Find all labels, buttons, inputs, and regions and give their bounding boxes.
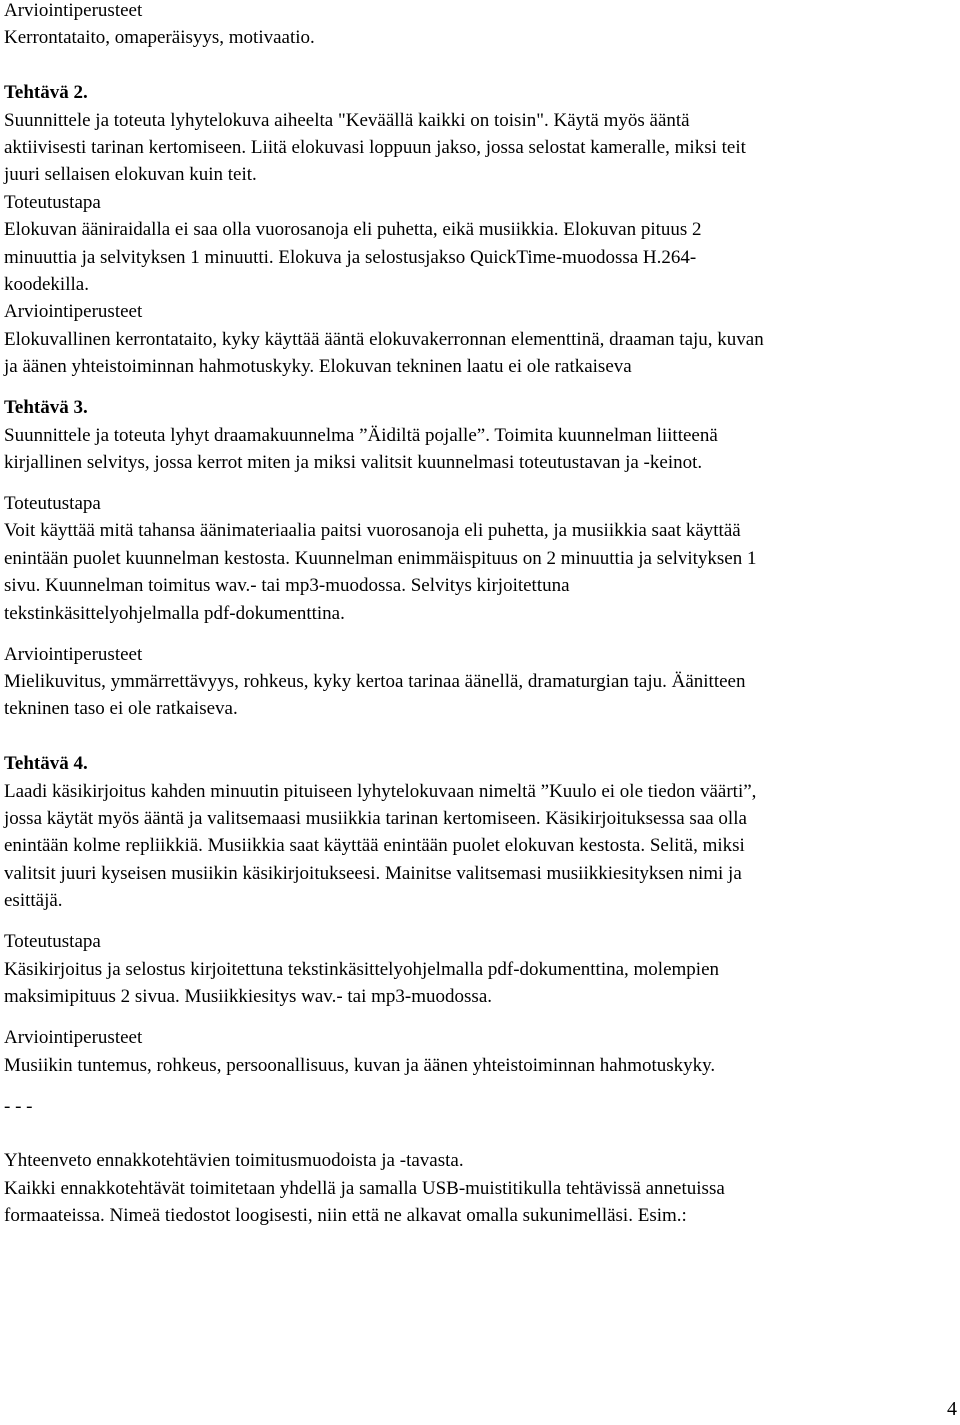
text-line: Kerrontataito, omaperäisyys, motivaatio.: [4, 27, 315, 49]
text-line: Elokuvan ääniraidalla ei saa olla vuorosanoja eli puhetta, eikä musiikkia. Elokuvan pituus 2: [4, 219, 702, 241]
text-line: Toteutustapa: [4, 931, 101, 953]
text-line: Voit käyttää mitä tahansa äänimateriaalia paitsi vuorosanoja eli puhetta, ja musiikkia saat käyttää: [4, 520, 741, 542]
text-line: koodekilla.: [4, 273, 89, 295]
text-line: Toteutustapa: [4, 493, 101, 515]
text-line: Kaikki ennakkotehtävät toimitetaan yhdellä ja samalla USB-muistitikulla tehtävissä annetuissa: [4, 1177, 725, 1199]
text-line: minuuttia ja selvityksen 1 minuutti. Elokuva ja selostusjakso QuickTime-muodossa H.264-: [4, 246, 697, 268]
paragraph-spacer: [4, 915, 954, 929]
text-line: jossa käytät myös ääntä ja valitsemaasi musiikkia tarinan kertomiseen. Käsikirjoituksessa saa olla: [4, 808, 747, 829]
text-line: Laadi käsikirjoitus kahden minuutin pituiseen lyhytelokuvaan nimeltä ”Kuulo ei ole tiedon väärti”,: [4, 780, 757, 802]
paragraph-spacer: [4, 1079, 954, 1093]
text-line: formaateissa. Nimeä tiedostot loogisesti, niin että ne alkavat omalla sukunimelläsi. Esim.:: [4, 1205, 687, 1227]
text-line: kirjallinen selvitys, jossa kerrot miten ja miksi valitsit kuunnelmasi toteutustavan ja -keinot.: [4, 451, 703, 473]
text-line: Arviointiperusteet: [4, 1027, 143, 1049]
text-line: Arviointiperusteet: [4, 643, 143, 665]
text-line: tekninen taso ei ole ratkaiseva.: [4, 698, 238, 720]
task-heading: Tehtävä 3.: [4, 397, 88, 419]
paragraph-spacer: [4, 723, 954, 750]
document-body: [4, 0, 954, 1230]
text-line: Musiikin tuntemus, rohkeus, persoonallisuus, kuvan ja äänen yhteistoiminnan hahmotuskyky.: [4, 1054, 716, 1076]
text-line: Arviointiperusteet: [4, 301, 143, 323]
text-line: Suunnittele ja toteuta lyhyt draamakuunnelma ”Äidiltä pojalle”. Toimita kuunnelman liitteenä: [4, 424, 718, 446]
text-line: juuri sellaisen elokuvan kuin teit.: [4, 164, 257, 186]
task-heading: Tehtävä 4.: [4, 753, 88, 775]
text-line: Mielikuvitus, ymmärrettävyys, rohkeus, kyky kertoa tarinaa äänellä, dramaturgian taju. Äänitteen: [4, 671, 746, 693]
text-line: aktiivisesti tarinan kertomiseen. Liitä elokuvasi loppuun jakso, jossa selostat kameralle, miksi teit: [4, 136, 746, 158]
text-line: - - -: [4, 1095, 33, 1117]
text-line: maksimipituus 2 sivua. Musiikkiesitys wav.- tai mp3-muodossa.: [4, 986, 492, 1008]
text-line: esittäjä.: [4, 890, 63, 912]
paragraph-spacer: [4, 52, 954, 79]
text-line: sivu. Kuunnelman toimitus wav.- tai mp3-muodossa. Selvitys kirjoitettuna: [4, 575, 570, 597]
page-number: 4: [947, 1398, 957, 1420]
text-line: Käsikirjoitus ja selostus kirjoitettuna tekstinkäsittelyohjelmalla pdf-dokumenttina, molempien: [4, 958, 720, 980]
text-line: ja äänen yhteistoiminnan hahmotuskyky. Elokuvan tekninen laatu ei ole ratkaiseva: [4, 356, 632, 378]
text-line: enintään puolet kuunnelman kestosta. Kuunnelman enimmäispituus on 2 minuuttia ja selvityksen 1: [4, 547, 757, 569]
text-line: Elokuvallinen kerrontataito, kyky käyttää ääntä elokuvakerronnan elementtinä, draaman taju, kuvan: [4, 328, 764, 350]
paragraph-spacer: [4, 627, 954, 641]
text-line: Toteutustapa: [4, 191, 101, 213]
text-line: Yhteenveto ennakkotehtävien toimitusmuodoista ja -tavasta.: [4, 1150, 464, 1172]
text-line: Suunnittele ja toteuta lyhytelokuva aiheelta "Keväällä kaikki on toisin". Käytä myös ääntä: [4, 109, 690, 131]
text-line: enintään kolme repliikkiä. Musiikkia saat käyttää enintään puolet elokuvan kestosta. Selitä, miksi: [4, 835, 745, 857]
paragraph-spacer: [4, 1120, 954, 1147]
paragraph-spacer: [4, 476, 954, 490]
task-heading: Tehtävä 2.: [4, 82, 88, 104]
text-line: tekstinkäsittelyohjelmalla pdf-dokumenttina.: [4, 602, 345, 624]
paragraph-spacer: [4, 1010, 954, 1024]
paragraph-spacer: [4, 380, 954, 394]
text-line: Arviointiperusteet: [4, 0, 143, 21]
text-line: valitsit juuri kyseisen musiikin käsikirjoitukseesi. Mainitse valitsemasi musiikkiesityksen nimi ja: [4, 862, 742, 884]
